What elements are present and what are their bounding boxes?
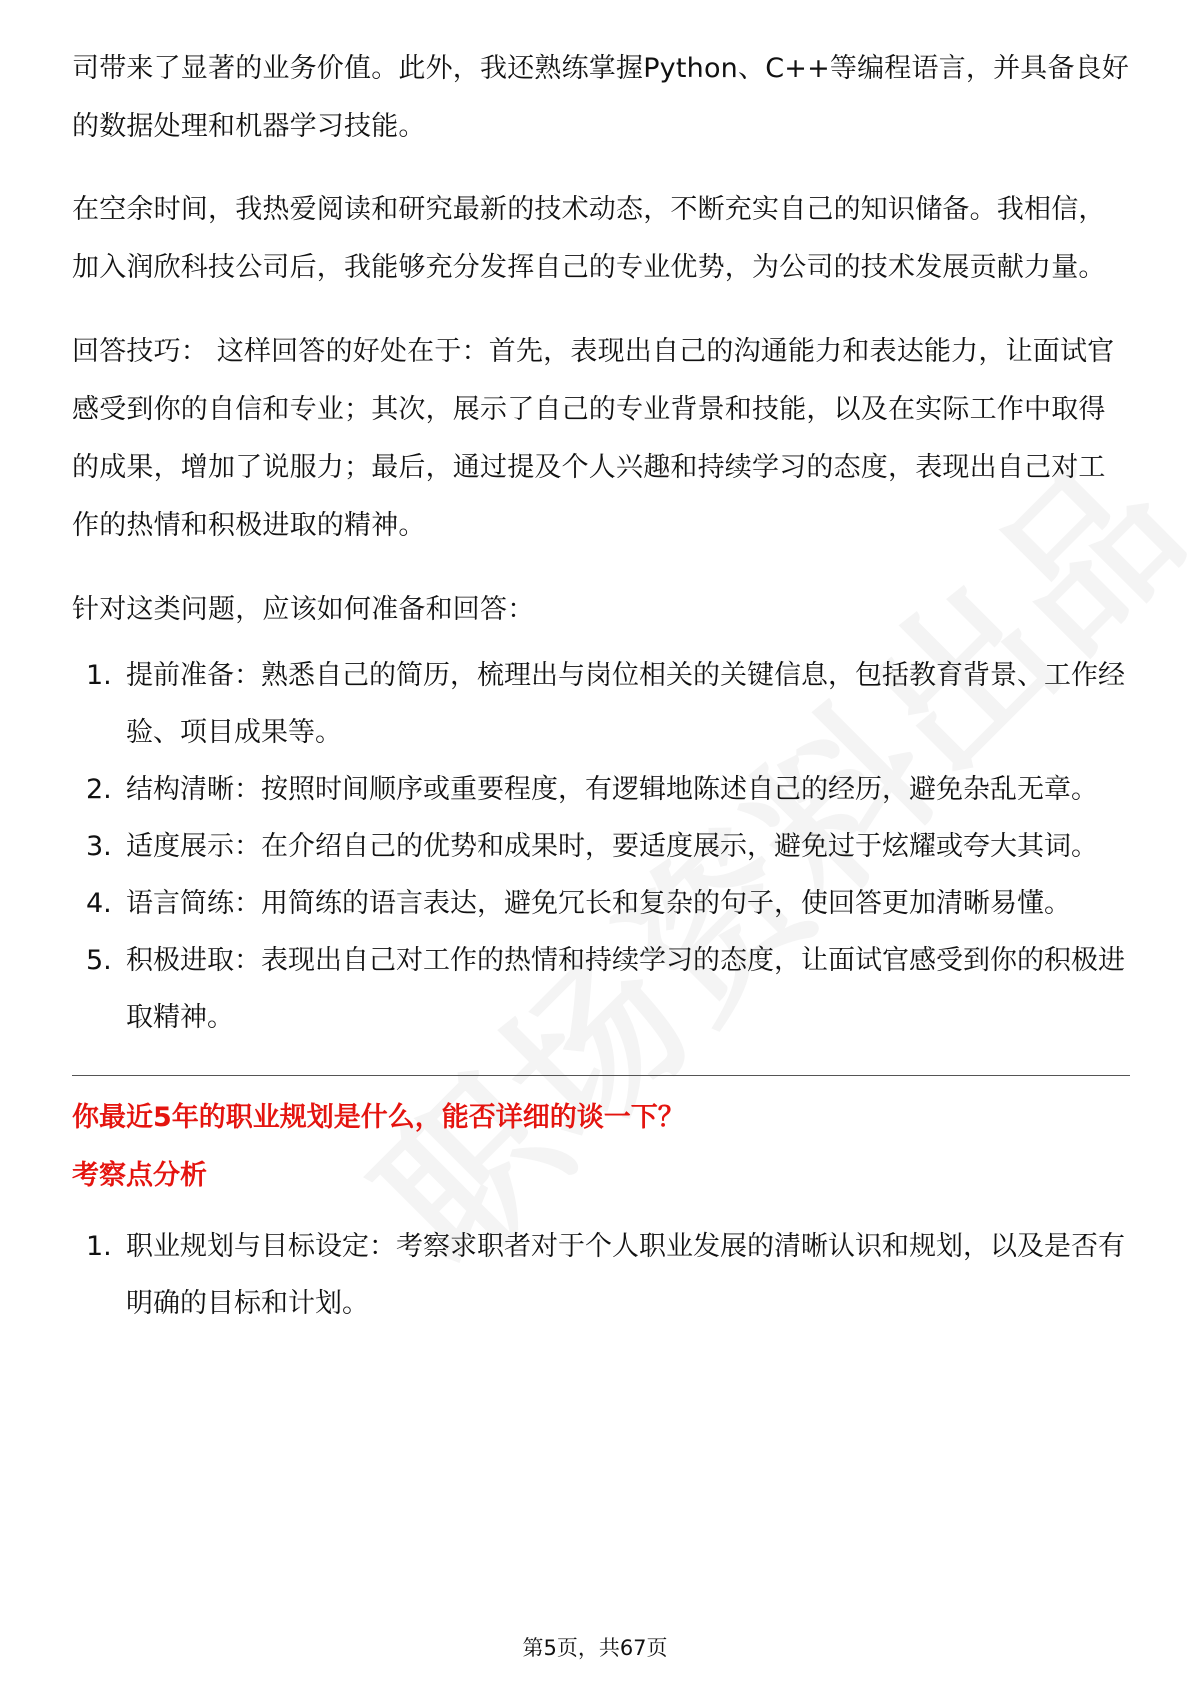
interview-question: 你最近5年的职业规划是什么，能否详细的谈一下？ bbox=[72, 1102, 685, 1133]
analysis-list bbox=[72, 1218, 1130, 1332]
list-item bbox=[72, 818, 1130, 875]
list-item bbox=[72, 647, 1130, 761]
section-divider bbox=[72, 1075, 1130, 1076]
page-footer: 第5页，共67页 bbox=[522, 1636, 668, 1660]
list-item bbox=[72, 761, 1130, 818]
list-item bbox=[72, 932, 1130, 1046]
analysis-heading: 考察点分析 bbox=[72, 1160, 207, 1191]
list-item bbox=[72, 1218, 1130, 1332]
list-item-text: 语言简练：用简练的语言表达，避免冗长和复杂的句子，使回答更加清晰易懂。 bbox=[126, 888, 1071, 919]
tips-list bbox=[72, 647, 1130, 1046]
list-item-text: 积极进取：表现出自己对工作的热情和持续学习的态度，让面试官感受到你的积极进取精神。 bbox=[126, 945, 1125, 1033]
list-number: 1. bbox=[86, 1231, 112, 1262]
document-body bbox=[72, 40, 1130, 1332]
list-item-text: 适度展示：在介绍自己的优势和成果时，要适度展示，避免过于炫耀或夸大其词。 bbox=[126, 831, 1098, 862]
list-number: 3. bbox=[86, 831, 112, 862]
list-item-text: 提前准备：熟悉自己的简历，梳理出与岗位相关的关键信息，包括教育背景、工作经验、项目成果等。 bbox=[126, 660, 1125, 748]
paragraph-how-to-prepare: 针对这类问题，应该如何准备和回答： bbox=[72, 594, 535, 625]
list-item-text: 结构清晰：按照时间顺序或重要程度，有逻辑地陈述自己的经历，避免杂乱无章。 bbox=[126, 774, 1098, 805]
list-number: 5. bbox=[86, 945, 112, 976]
paragraph-interests: 在空余时间，我热爱阅读和研究最新的技术动态，不断充实自己的知识储备。我相信，加入润欣科技公司后，我能够充分发挥自己的专业优势，为公司的技术发展贡献力量。 bbox=[72, 194, 1106, 283]
list-item-text: 职业规划与目标设定：考察求职者对于个人职业发展的清晰认识和规划，以及是否有明确的目标和计划。 bbox=[126, 1231, 1125, 1319]
paragraph-skills: 司带来了显著的业务价值。此外，我还熟练掌握Python、C++等编程语言，并具备良好的数据处理和机器学习技能。 bbox=[72, 53, 1130, 142]
list-number: 4. bbox=[86, 888, 112, 919]
list-number: 1. bbox=[86, 660, 112, 691]
list-number: 2. bbox=[86, 774, 112, 805]
list-item bbox=[72, 875, 1130, 932]
paragraph-answer-tips: 回答技巧： 这样回答的好处在于：首先，表现出自己的沟通能力和表达能力，让面试官感受到你的自信和专业；其次，展示了自己的专业背景和技能，以及在实际工作中取得的成果，增加了说服力；最后，通过提及个人兴趣和持续学习的态度，表现出自己对工作的热情和积极进取的精神。 bbox=[72, 336, 1115, 541]
